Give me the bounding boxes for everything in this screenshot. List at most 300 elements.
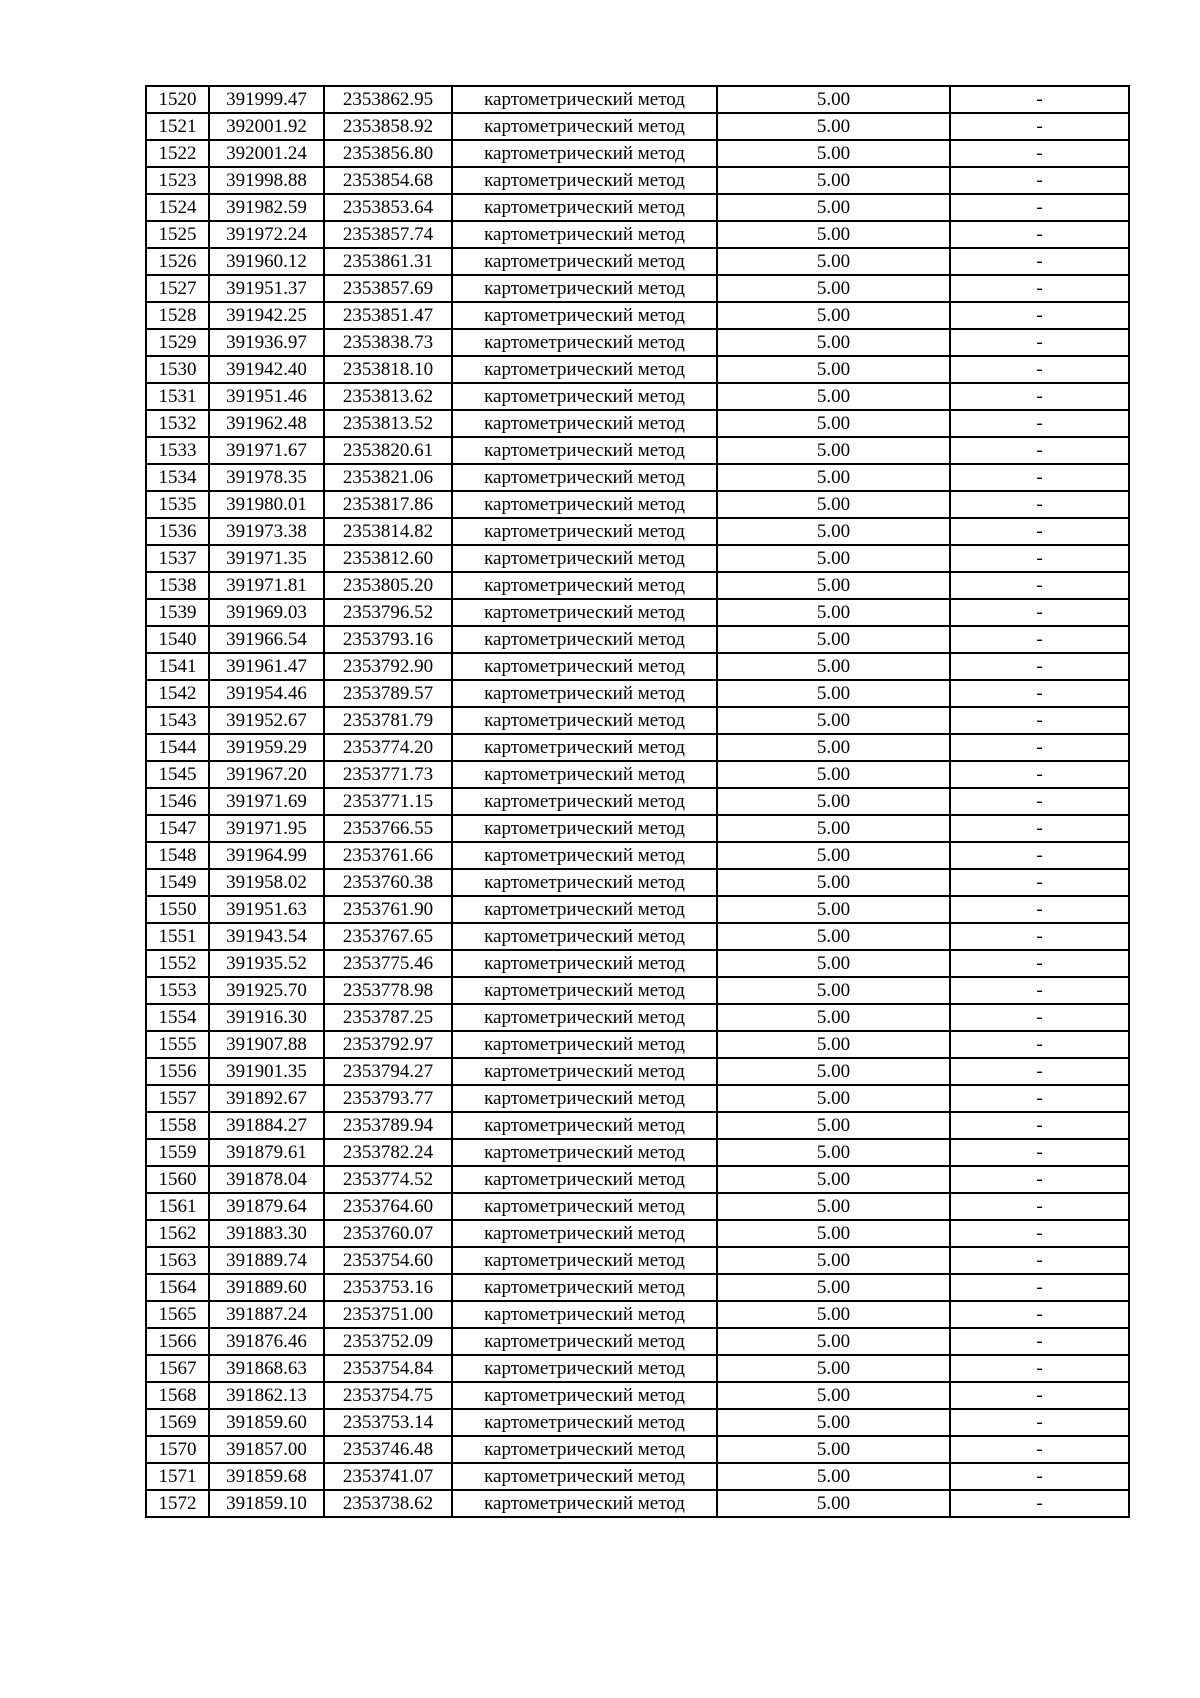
x-coordinate-cell: 391943.54 bbox=[209, 923, 324, 950]
method-cell: картометрический метод bbox=[452, 464, 717, 491]
table-row bbox=[146, 1355, 1129, 1382]
table-row bbox=[146, 113, 1129, 140]
point-number-cell: 1532 bbox=[146, 410, 209, 437]
x-coordinate-cell: 391857.00 bbox=[209, 1436, 324, 1463]
table-row bbox=[146, 167, 1129, 194]
point-number-cell: 1562 bbox=[146, 1220, 209, 1247]
x-coordinate-cell: 391878.04 bbox=[209, 1166, 324, 1193]
description-cell: - bbox=[950, 518, 1129, 545]
y-coordinate-cell: 2353771.15 bbox=[324, 788, 452, 815]
accuracy-cell: 5.00 bbox=[717, 221, 950, 248]
description-cell: - bbox=[950, 545, 1129, 572]
y-coordinate-cell: 2353760.38 bbox=[324, 869, 452, 896]
point-number-cell: 1549 bbox=[146, 869, 209, 896]
accuracy-cell: 5.00 bbox=[717, 491, 950, 518]
x-coordinate-cell: 391884.27 bbox=[209, 1112, 324, 1139]
accuracy-cell: 5.00 bbox=[717, 86, 950, 113]
method-cell: картометрический метод bbox=[452, 1031, 717, 1058]
y-coordinate-cell: 2353766.55 bbox=[324, 815, 452, 842]
description-cell: - bbox=[950, 896, 1129, 923]
coordinates-table-body bbox=[146, 86, 1129, 1517]
table-row bbox=[146, 869, 1129, 896]
description-cell: - bbox=[950, 1409, 1129, 1436]
description-cell: - bbox=[950, 1112, 1129, 1139]
table-row bbox=[146, 1139, 1129, 1166]
y-coordinate-cell: 2353851.47 bbox=[324, 302, 452, 329]
point-number-cell: 1531 bbox=[146, 383, 209, 410]
point-number-cell: 1559 bbox=[146, 1139, 209, 1166]
x-coordinate-cell: 391859.68 bbox=[209, 1463, 324, 1490]
description-cell: - bbox=[950, 1355, 1129, 1382]
table-row bbox=[146, 545, 1129, 572]
x-coordinate-cell: 391961.47 bbox=[209, 653, 324, 680]
y-coordinate-cell: 2353805.20 bbox=[324, 572, 452, 599]
y-coordinate-cell: 2353754.84 bbox=[324, 1355, 452, 1382]
description-cell: - bbox=[950, 356, 1129, 383]
table-row bbox=[146, 275, 1129, 302]
description-cell: - bbox=[950, 464, 1129, 491]
y-coordinate-cell: 2353821.06 bbox=[324, 464, 452, 491]
x-coordinate-cell: 391952.67 bbox=[209, 707, 324, 734]
method-cell: картометрический метод bbox=[452, 1382, 717, 1409]
method-cell: картометрический метод bbox=[452, 221, 717, 248]
x-coordinate-cell: 391887.24 bbox=[209, 1301, 324, 1328]
point-number-cell: 1523 bbox=[146, 167, 209, 194]
x-coordinate-cell: 391973.38 bbox=[209, 518, 324, 545]
point-number-cell: 1560 bbox=[146, 1166, 209, 1193]
description-cell: - bbox=[950, 410, 1129, 437]
table-row bbox=[146, 302, 1129, 329]
y-coordinate-cell: 2353751.00 bbox=[324, 1301, 452, 1328]
x-coordinate-cell: 391978.35 bbox=[209, 464, 324, 491]
description-cell: - bbox=[950, 1463, 1129, 1490]
accuracy-cell: 5.00 bbox=[717, 275, 950, 302]
y-coordinate-cell: 2353789.94 bbox=[324, 1112, 452, 1139]
x-coordinate-cell: 391916.30 bbox=[209, 1004, 324, 1031]
point-number-cell: 1528 bbox=[146, 302, 209, 329]
method-cell: картометрический метод bbox=[452, 923, 717, 950]
x-coordinate-cell: 391967.20 bbox=[209, 761, 324, 788]
method-cell: картометрический метод bbox=[452, 1409, 717, 1436]
method-cell: картометрический метод bbox=[452, 1058, 717, 1085]
y-coordinate-cell: 2353856.80 bbox=[324, 140, 452, 167]
method-cell: картометрический метод bbox=[452, 761, 717, 788]
x-coordinate-cell: 391936.97 bbox=[209, 329, 324, 356]
method-cell: картометрический метод bbox=[452, 545, 717, 572]
method-cell: картометрический метод bbox=[452, 1274, 717, 1301]
table-row bbox=[146, 194, 1129, 221]
y-coordinate-cell: 2353775.46 bbox=[324, 950, 452, 977]
point-number-cell: 1554 bbox=[146, 1004, 209, 1031]
method-cell: картометрический метод bbox=[452, 842, 717, 869]
y-coordinate-cell: 2353760.07 bbox=[324, 1220, 452, 1247]
method-cell: картометрический метод bbox=[452, 491, 717, 518]
accuracy-cell: 5.00 bbox=[717, 518, 950, 545]
description-cell: - bbox=[950, 248, 1129, 275]
x-coordinate-cell: 391999.47 bbox=[209, 86, 324, 113]
y-coordinate-cell: 2353814.82 bbox=[324, 518, 452, 545]
method-cell: картометрический метод bbox=[452, 140, 717, 167]
x-coordinate-cell: 391892.67 bbox=[209, 1085, 324, 1112]
description-cell: - bbox=[950, 194, 1129, 221]
table-row bbox=[146, 1193, 1129, 1220]
x-coordinate-cell: 391942.40 bbox=[209, 356, 324, 383]
description-cell: - bbox=[950, 923, 1129, 950]
description-cell: - bbox=[950, 1031, 1129, 1058]
y-coordinate-cell: 2353796.52 bbox=[324, 599, 452, 626]
accuracy-cell: 5.00 bbox=[717, 140, 950, 167]
method-cell: картометрический метод bbox=[452, 1328, 717, 1355]
description-cell: - bbox=[950, 572, 1129, 599]
point-number-cell: 1535 bbox=[146, 491, 209, 518]
x-coordinate-cell: 391958.02 bbox=[209, 869, 324, 896]
y-coordinate-cell: 2353813.52 bbox=[324, 410, 452, 437]
description-cell: - bbox=[950, 1139, 1129, 1166]
x-coordinate-cell: 391966.54 bbox=[209, 626, 324, 653]
accuracy-cell: 5.00 bbox=[717, 113, 950, 140]
method-cell: картометрический метод bbox=[452, 329, 717, 356]
accuracy-cell: 5.00 bbox=[717, 1328, 950, 1355]
point-number-cell: 1526 bbox=[146, 248, 209, 275]
y-coordinate-cell: 2353817.86 bbox=[324, 491, 452, 518]
accuracy-cell: 5.00 bbox=[717, 1247, 950, 1274]
accuracy-cell: 5.00 bbox=[717, 167, 950, 194]
accuracy-cell: 5.00 bbox=[717, 1085, 950, 1112]
table-row bbox=[146, 221, 1129, 248]
method-cell: картометрический метод bbox=[452, 383, 717, 410]
y-coordinate-cell: 2353794.27 bbox=[324, 1058, 452, 1085]
x-coordinate-cell: 391962.48 bbox=[209, 410, 324, 437]
method-cell: картометрический метод bbox=[452, 1355, 717, 1382]
accuracy-cell: 5.00 bbox=[717, 1436, 950, 1463]
accuracy-cell: 5.00 bbox=[717, 680, 950, 707]
method-cell: картометрический метод bbox=[452, 1436, 717, 1463]
x-coordinate-cell: 391879.61 bbox=[209, 1139, 324, 1166]
x-coordinate-cell: 391907.88 bbox=[209, 1031, 324, 1058]
point-number-cell: 1558 bbox=[146, 1112, 209, 1139]
point-number-cell: 1520 bbox=[146, 86, 209, 113]
y-coordinate-cell: 2353818.10 bbox=[324, 356, 452, 383]
y-coordinate-cell: 2353813.62 bbox=[324, 383, 452, 410]
y-coordinate-cell: 2353752.09 bbox=[324, 1328, 452, 1355]
description-cell: - bbox=[950, 788, 1129, 815]
x-coordinate-cell: 391951.46 bbox=[209, 383, 324, 410]
accuracy-cell: 5.00 bbox=[717, 545, 950, 572]
accuracy-cell: 5.00 bbox=[717, 1220, 950, 1247]
accuracy-cell: 5.00 bbox=[717, 1058, 950, 1085]
accuracy-cell: 5.00 bbox=[717, 1463, 950, 1490]
y-coordinate-cell: 2353754.60 bbox=[324, 1247, 452, 1274]
x-coordinate-cell: 391951.63 bbox=[209, 896, 324, 923]
method-cell: картометрический метод bbox=[452, 896, 717, 923]
table-row bbox=[146, 464, 1129, 491]
accuracy-cell: 5.00 bbox=[717, 329, 950, 356]
description-cell: - bbox=[950, 707, 1129, 734]
table-row bbox=[146, 1436, 1129, 1463]
description-cell: - bbox=[950, 383, 1129, 410]
accuracy-cell: 5.00 bbox=[717, 410, 950, 437]
x-coordinate-cell: 391971.69 bbox=[209, 788, 324, 815]
point-number-cell: 1522 bbox=[146, 140, 209, 167]
table-row bbox=[146, 923, 1129, 950]
x-coordinate-cell: 391862.13 bbox=[209, 1382, 324, 1409]
method-cell: картометрический метод bbox=[452, 518, 717, 545]
x-coordinate-cell: 391951.37 bbox=[209, 275, 324, 302]
y-coordinate-cell: 2353857.69 bbox=[324, 275, 452, 302]
method-cell: картометрический метод bbox=[452, 1490, 717, 1517]
method-cell: картометрический метод bbox=[452, 707, 717, 734]
point-number-cell: 1546 bbox=[146, 788, 209, 815]
point-number-cell: 1563 bbox=[146, 1247, 209, 1274]
y-coordinate-cell: 2353767.65 bbox=[324, 923, 452, 950]
point-number-cell: 1537 bbox=[146, 545, 209, 572]
table-row bbox=[146, 761, 1129, 788]
method-cell: картометрический метод bbox=[452, 1085, 717, 1112]
description-cell: - bbox=[950, 1301, 1129, 1328]
point-number-cell: 1564 bbox=[146, 1274, 209, 1301]
method-cell: картометрический метод bbox=[452, 869, 717, 896]
description-cell: - bbox=[950, 869, 1129, 896]
table-row bbox=[146, 626, 1129, 653]
method-cell: картометрический метод bbox=[452, 248, 717, 275]
table-row bbox=[146, 599, 1129, 626]
accuracy-cell: 5.00 bbox=[717, 1031, 950, 1058]
point-number-cell: 1553 bbox=[146, 977, 209, 1004]
x-coordinate-cell: 391879.64 bbox=[209, 1193, 324, 1220]
y-coordinate-cell: 2353753.16 bbox=[324, 1274, 452, 1301]
y-coordinate-cell: 2353754.75 bbox=[324, 1382, 452, 1409]
accuracy-cell: 5.00 bbox=[717, 923, 950, 950]
method-cell: картометрический метод bbox=[452, 356, 717, 383]
accuracy-cell: 5.00 bbox=[717, 788, 950, 815]
y-coordinate-cell: 2353862.95 bbox=[324, 86, 452, 113]
x-coordinate-cell: 391889.60 bbox=[209, 1274, 324, 1301]
point-number-cell: 1555 bbox=[146, 1031, 209, 1058]
point-number-cell: 1545 bbox=[146, 761, 209, 788]
method-cell: картометрический метод bbox=[452, 86, 717, 113]
accuracy-cell: 5.00 bbox=[717, 1490, 950, 1517]
description-cell: - bbox=[950, 599, 1129, 626]
y-coordinate-cell: 2353746.48 bbox=[324, 1436, 452, 1463]
y-coordinate-cell: 2353861.31 bbox=[324, 248, 452, 275]
accuracy-cell: 5.00 bbox=[717, 464, 950, 491]
description-cell: - bbox=[950, 815, 1129, 842]
table-row bbox=[146, 680, 1129, 707]
y-coordinate-cell: 2353778.98 bbox=[324, 977, 452, 1004]
x-coordinate-cell: 391964.99 bbox=[209, 842, 324, 869]
point-number-cell: 1568 bbox=[146, 1382, 209, 1409]
accuracy-cell: 5.00 bbox=[717, 248, 950, 275]
accuracy-cell: 5.00 bbox=[717, 599, 950, 626]
method-cell: картометрический метод bbox=[452, 950, 717, 977]
description-cell: - bbox=[950, 491, 1129, 518]
method-cell: картометрический метод bbox=[452, 194, 717, 221]
x-coordinate-cell: 391859.10 bbox=[209, 1490, 324, 1517]
table-row bbox=[146, 518, 1129, 545]
table-row bbox=[146, 1301, 1129, 1328]
accuracy-cell: 5.00 bbox=[717, 950, 950, 977]
point-number-cell: 1538 bbox=[146, 572, 209, 599]
table-row bbox=[146, 1409, 1129, 1436]
table-row bbox=[146, 1220, 1129, 1247]
method-cell: картометрический метод bbox=[452, 437, 717, 464]
method-cell: картометрический метод bbox=[452, 734, 717, 761]
x-coordinate-cell: 391980.01 bbox=[209, 491, 324, 518]
method-cell: картометрический метод bbox=[452, 1220, 717, 1247]
method-cell: картометрический метод bbox=[452, 599, 717, 626]
point-number-cell: 1551 bbox=[146, 923, 209, 950]
table-row bbox=[146, 437, 1129, 464]
point-number-cell: 1533 bbox=[146, 437, 209, 464]
y-coordinate-cell: 2353812.60 bbox=[324, 545, 452, 572]
point-number-cell: 1525 bbox=[146, 221, 209, 248]
method-cell: картометрический метод bbox=[452, 680, 717, 707]
description-cell: - bbox=[950, 140, 1129, 167]
table-row bbox=[146, 1490, 1129, 1517]
table-row bbox=[146, 1058, 1129, 1085]
y-coordinate-cell: 2353753.14 bbox=[324, 1409, 452, 1436]
accuracy-cell: 5.00 bbox=[717, 1166, 950, 1193]
description-cell: - bbox=[950, 977, 1129, 1004]
table-row bbox=[146, 707, 1129, 734]
y-coordinate-cell: 2353789.57 bbox=[324, 680, 452, 707]
method-cell: картометрический метод bbox=[452, 1139, 717, 1166]
y-coordinate-cell: 2353793.16 bbox=[324, 626, 452, 653]
method-cell: картометрический метод bbox=[452, 302, 717, 329]
table-row bbox=[146, 410, 1129, 437]
method-cell: картометрический метод bbox=[452, 653, 717, 680]
table-row bbox=[146, 1085, 1129, 1112]
x-coordinate-cell: 391969.03 bbox=[209, 599, 324, 626]
method-cell: картометрический метод bbox=[452, 167, 717, 194]
method-cell: картометрический метод bbox=[452, 572, 717, 599]
x-coordinate-cell: 391971.35 bbox=[209, 545, 324, 572]
table-row bbox=[146, 491, 1129, 518]
description-cell: - bbox=[950, 842, 1129, 869]
accuracy-cell: 5.00 bbox=[717, 626, 950, 653]
point-number-cell: 1550 bbox=[146, 896, 209, 923]
method-cell: картометрический метод bbox=[452, 1112, 717, 1139]
point-number-cell: 1536 bbox=[146, 518, 209, 545]
x-coordinate-cell: 391876.46 bbox=[209, 1328, 324, 1355]
table-row bbox=[146, 356, 1129, 383]
method-cell: картометрический метод bbox=[452, 113, 717, 140]
description-cell: - bbox=[950, 1436, 1129, 1463]
point-number-cell: 1534 bbox=[146, 464, 209, 491]
table-row bbox=[146, 572, 1129, 599]
accuracy-cell: 5.00 bbox=[717, 302, 950, 329]
point-number-cell: 1547 bbox=[146, 815, 209, 842]
x-coordinate-cell: 391960.12 bbox=[209, 248, 324, 275]
x-coordinate-cell: 391971.95 bbox=[209, 815, 324, 842]
table-row bbox=[146, 950, 1129, 977]
table-row bbox=[146, 734, 1129, 761]
method-cell: картометрический метод bbox=[452, 1004, 717, 1031]
accuracy-cell: 5.00 bbox=[717, 977, 950, 1004]
x-coordinate-cell: 391901.35 bbox=[209, 1058, 324, 1085]
table-row bbox=[146, 140, 1129, 167]
table-row bbox=[146, 1382, 1129, 1409]
point-number-cell: 1543 bbox=[146, 707, 209, 734]
point-number-cell: 1571 bbox=[146, 1463, 209, 1490]
description-cell: - bbox=[950, 761, 1129, 788]
description-cell: - bbox=[950, 437, 1129, 464]
y-coordinate-cell: 2353857.74 bbox=[324, 221, 452, 248]
x-coordinate-cell: 391935.52 bbox=[209, 950, 324, 977]
y-coordinate-cell: 2353738.62 bbox=[324, 1490, 452, 1517]
y-coordinate-cell: 2353781.79 bbox=[324, 707, 452, 734]
table-row bbox=[146, 383, 1129, 410]
description-cell: - bbox=[950, 1274, 1129, 1301]
method-cell: картометрический метод bbox=[452, 410, 717, 437]
accuracy-cell: 5.00 bbox=[717, 1139, 950, 1166]
method-cell: картометрический метод bbox=[452, 1463, 717, 1490]
y-coordinate-cell: 2353761.66 bbox=[324, 842, 452, 869]
method-cell: картометрический метод bbox=[452, 815, 717, 842]
accuracy-cell: 5.00 bbox=[717, 383, 950, 410]
table-row bbox=[146, 1112, 1129, 1139]
table-row bbox=[146, 896, 1129, 923]
point-number-cell: 1566 bbox=[146, 1328, 209, 1355]
method-cell: картометрический метод bbox=[452, 1247, 717, 1274]
table-row bbox=[146, 1166, 1129, 1193]
description-cell: - bbox=[950, 221, 1129, 248]
point-number-cell: 1556 bbox=[146, 1058, 209, 1085]
table-row bbox=[146, 1463, 1129, 1490]
table-row bbox=[146, 1247, 1129, 1274]
accuracy-cell: 5.00 bbox=[717, 707, 950, 734]
point-number-cell: 1540 bbox=[146, 626, 209, 653]
description-cell: - bbox=[950, 302, 1129, 329]
y-coordinate-cell: 2353761.90 bbox=[324, 896, 452, 923]
method-cell: картометрический метод bbox=[452, 977, 717, 1004]
point-number-cell: 1548 bbox=[146, 842, 209, 869]
description-cell: - bbox=[950, 113, 1129, 140]
x-coordinate-cell: 391868.63 bbox=[209, 1355, 324, 1382]
y-coordinate-cell: 2353792.90 bbox=[324, 653, 452, 680]
description-cell: - bbox=[950, 734, 1129, 761]
method-cell: картометрический метод bbox=[452, 1301, 717, 1328]
x-coordinate-cell: 391959.29 bbox=[209, 734, 324, 761]
x-coordinate-cell: 392001.92 bbox=[209, 113, 324, 140]
description-cell: - bbox=[950, 1382, 1129, 1409]
point-number-cell: 1542 bbox=[146, 680, 209, 707]
x-coordinate-cell: 391883.30 bbox=[209, 1220, 324, 1247]
method-cell: картометрический метод bbox=[452, 275, 717, 302]
description-cell: - bbox=[950, 1166, 1129, 1193]
description-cell: - bbox=[950, 1328, 1129, 1355]
description-cell: - bbox=[950, 329, 1129, 356]
point-number-cell: 1530 bbox=[146, 356, 209, 383]
x-coordinate-cell: 391942.25 bbox=[209, 302, 324, 329]
x-coordinate-cell: 391982.59 bbox=[209, 194, 324, 221]
coordinates-table bbox=[145, 85, 1130, 1518]
description-cell: - bbox=[950, 626, 1129, 653]
table-row bbox=[146, 329, 1129, 356]
accuracy-cell: 5.00 bbox=[717, 815, 950, 842]
point-number-cell: 1572 bbox=[146, 1490, 209, 1517]
y-coordinate-cell: 2353774.20 bbox=[324, 734, 452, 761]
accuracy-cell: 5.00 bbox=[717, 842, 950, 869]
description-cell: - bbox=[950, 1220, 1129, 1247]
x-coordinate-cell: 391889.74 bbox=[209, 1247, 324, 1274]
accuracy-cell: 5.00 bbox=[717, 572, 950, 599]
x-coordinate-cell: 391998.88 bbox=[209, 167, 324, 194]
table-row bbox=[146, 1328, 1129, 1355]
point-number-cell: 1529 bbox=[146, 329, 209, 356]
y-coordinate-cell: 2353854.68 bbox=[324, 167, 452, 194]
point-number-cell: 1544 bbox=[146, 734, 209, 761]
